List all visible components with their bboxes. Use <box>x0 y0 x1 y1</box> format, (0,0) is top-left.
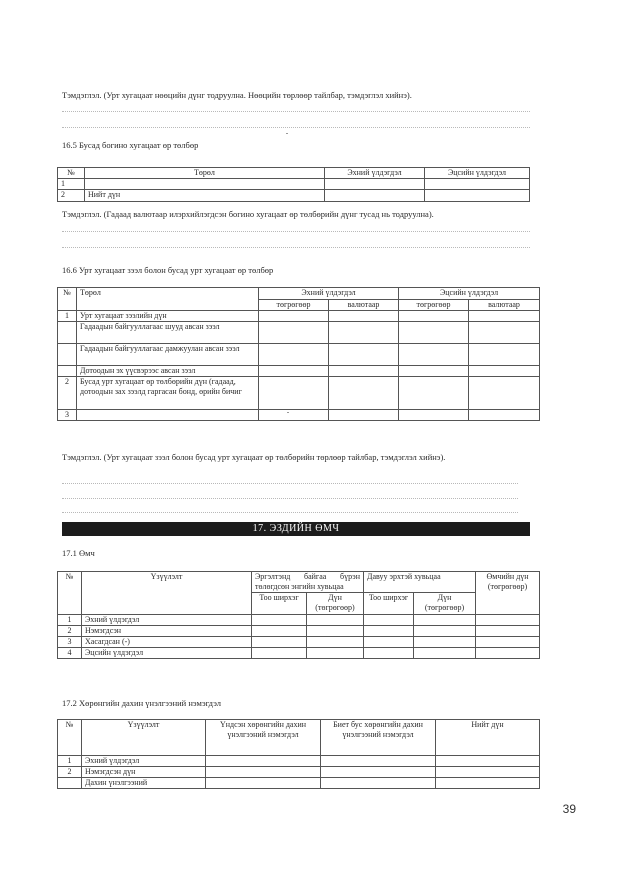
table-row <box>58 179 530 190</box>
page-number: 39 <box>562 802 576 816</box>
cell: 1 <box>58 179 85 190</box>
table-16-6 <box>57 287 540 421</box>
header-preferred: Давуу эрхтэй хувьцаа <box>364 572 476 593</box>
header-begin: Эхний үлдэгдэл <box>259 288 399 300</box>
cell <box>77 410 259 421</box>
cell <box>425 190 530 202</box>
section-17-1-title: 17.1 Өмч <box>62 548 95 558</box>
cell: Дотоодын эх үүсвэрээс авсан зээл <box>77 366 259 377</box>
table-17-1 <box>57 571 540 659</box>
cell: 3 <box>58 637 82 648</box>
header-end: Эцсийн үлдэгдэл <box>425 168 530 179</box>
header-no: № <box>58 288 77 311</box>
header-registered: Эргэлтэнд байгаа бүрэн төлөгдсөн энгийн хувьцаа <box>252 572 364 593</box>
table-row <box>58 410 540 421</box>
cell: 2 <box>58 377 77 410</box>
header-indicator: Үзүүлэлт <box>82 720 206 756</box>
scan-speck <box>286 133 288 134</box>
note-line <box>62 127 530 128</box>
cell: Эхний үлдэгдэл <box>82 756 206 767</box>
table-row <box>58 615 540 626</box>
table-row <box>58 190 530 202</box>
header-equity: Өмчийн дүн (төгрөгөөр) <box>476 572 540 615</box>
cell: Хасагдсан (-) <box>82 637 252 648</box>
cell: Нийт дүн <box>85 190 325 202</box>
cell: 1 <box>58 615 82 626</box>
cell <box>58 322 77 344</box>
scan-speck <box>287 412 289 413</box>
header-amount: Дүн (төгрөгөөр) <box>414 593 476 615</box>
cell: 1 <box>58 756 82 767</box>
header-mnt: төгрөгөөр <box>259 300 329 311</box>
note-line <box>62 111 530 112</box>
cell <box>58 778 82 789</box>
table-row <box>58 322 540 344</box>
cell <box>325 179 425 190</box>
cell <box>325 190 425 202</box>
cell: 1 <box>58 311 77 322</box>
note-line <box>62 231 530 232</box>
cell <box>85 179 325 190</box>
note-16-6: Тэмдэглэл. (Урт хугацаат зээл болон бусад урт хугацаат өр төлбөрийн төрлөөр тайлбар, тэмдэглэл хийнэ). <box>62 452 446 462</box>
note-16-5: Тэмдэглэл. (Гадаад валютаар илэрхийлэгдсэн богино хугацаат өр төлбөрийн дүнг тусад нь тодруулна). <box>62 209 434 219</box>
table-row <box>58 637 540 648</box>
cell: Нэмэгдсэн <box>82 626 252 637</box>
header-mnt: төгрөгөөр <box>399 300 469 311</box>
note-reserves: Тэмдэглэл. (Урт хугацаат нөөцийн дүнг тодруулна. Нөөцийн төрлөөр тайлбар, тэмдэглэл хийнэ). <box>62 90 412 100</box>
cell <box>425 179 530 190</box>
cell: 2 <box>58 190 85 202</box>
cell: Дахин үнэлгээний <box>82 778 206 789</box>
note-line <box>62 512 518 513</box>
table-row <box>58 344 540 366</box>
note-line <box>62 483 518 484</box>
cell: Гадаадын байгууллагаас шууд авсан зээл <box>77 322 259 344</box>
header-qty: Тоо ширхэг <box>252 593 307 615</box>
header-intangible: Биет бус хөрөнгийн дахин үнэлгээний нэмэгдэл <box>321 720 436 756</box>
table-row <box>58 626 540 637</box>
cell: Бусад урт хугацаат өр төлбөрийн дүн (гадаад, дотоодын зах зээлд гаргасан бонд, өрийн бичиг <box>77 377 259 410</box>
cell: 2 <box>58 767 82 778</box>
cell: Эцсийн үлдэгдэл <box>82 648 252 659</box>
cell: 4 <box>58 648 82 659</box>
header-type: Төрөл <box>77 288 259 311</box>
header-type: Төрөл <box>85 168 325 179</box>
table-17-2 <box>57 719 540 789</box>
table-row <box>58 377 540 410</box>
table-row <box>58 778 540 789</box>
section-16-6-title: 16.6 Урт хугацаат зээл болон бусад урт хугацаат өр төлбөр <box>62 265 274 275</box>
table-row <box>58 366 540 377</box>
table-row <box>58 311 540 322</box>
header-no: № <box>58 720 82 756</box>
cell: Гадаадын байгууллагаас дамжуулан авсан зээл <box>77 344 259 366</box>
cell: 2 <box>58 626 82 637</box>
table-row <box>58 756 540 767</box>
table-16-5 <box>57 167 530 202</box>
note-line <box>62 247 530 248</box>
header-fx: валютаар <box>469 300 540 311</box>
header-amount: Дүн (төгрөгөөр) <box>307 593 364 615</box>
header-no: № <box>58 572 82 615</box>
section-16-5-title: 16.5 Бусад богино хугацаат өр төлбөр <box>62 140 199 150</box>
cell: Урт хугацаат зээлийн дүн <box>77 311 259 322</box>
table-row <box>58 767 540 778</box>
table-row <box>58 648 540 659</box>
note-line <box>62 498 518 499</box>
header-fx: валютаар <box>329 300 399 311</box>
cell: Нэмэгдсэн дүн <box>82 767 206 778</box>
cell <box>58 344 77 366</box>
section-17-banner: 17. ЭЗДИЙН ӨМЧ <box>62 522 530 536</box>
header-indicator: Үзүүлэлт <box>82 572 252 615</box>
header-no: № <box>58 168 85 179</box>
section-17-2-title: 17.2 Хөрөнгийн дахин үнэлгээний нэмэгдэл <box>62 698 221 708</box>
header-total: Нийт дүн <box>436 720 540 756</box>
header-end: Эцсийн үлдэгдэл <box>399 288 540 300</box>
header-fixed-assets: Үндсэн хөрөнгийн дахин үнэлгээний нэмэгдэл <box>206 720 321 756</box>
cell <box>58 366 77 377</box>
header-qty: Тоо ширхэг <box>364 593 414 615</box>
cell: 3 <box>58 410 77 421</box>
header-begin: Эхний үлдэгдэл <box>325 168 425 179</box>
cell: Эхний үлдэгдэл <box>82 615 252 626</box>
